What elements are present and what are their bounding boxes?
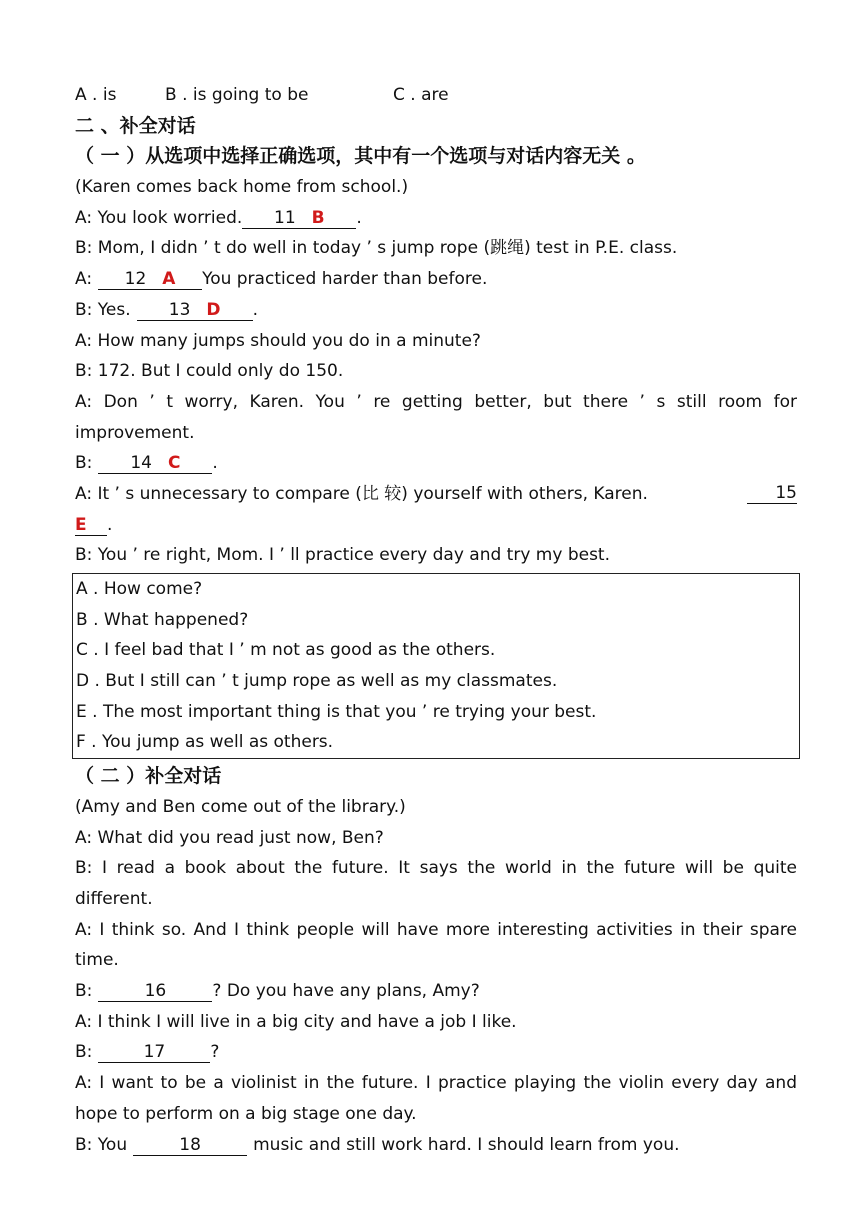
dialogue-line: B: I read a book about the future. It says the world in the future will be quite different. [75,858,797,909]
part-2-title: （ 二 ）补全对话 [75,765,222,788]
dialogue-line: B: Yes. 13 D . [75,299,259,320]
choices-box [72,573,800,759]
dialogue-line: A: It ’ s unnecessary to compare (比 较) yourself with others, Karen. 15 [75,482,797,504]
dialogue-line: A: I think so. And I think people will have more interesting activities in their spare time. [75,919,797,971]
answer-blank-13: 13 D [137,300,253,321]
answer-blank-11: 11 B [242,208,356,229]
option-a: A . is [75,85,117,105]
choice-item: D . But I still can ’ t jump rope as well as my classmates. [76,671,558,692]
dialogue-line: B: You ’ re right, Mom. I ’ ll practice every day and try my best. [75,545,611,566]
part-1-scene: (Karen comes back home from school.) [75,177,409,198]
answer-blank-16: 16 [98,981,212,1002]
choice-item: B . What happened? [76,609,249,630]
answer-blank-14: 14 C [98,453,212,474]
worksheet-page [75,80,797,1160]
answer-key: D [206,299,221,320]
dialogue-line: A: I want to be a violinist in the future. I practice playing the violin every day and hope to perform on a big stage one day. [75,1073,797,1124]
choice-item: C . I feel bad that I ’ m not as good as the others. [76,640,496,661]
dialogue-line: B: 16 ? Do you have any plans, Amy? [75,981,480,1002]
dialogue-line: B: 14 C . [75,453,218,474]
dialogue-line: A: Don ’ t worry, Karen. You ’ re getting better, but there ’ s still room for improvement. [75,391,797,443]
dialogue-line: A: What did you read just now, Ben? [75,827,384,848]
answer-key: E [75,514,87,535]
dialogue-line: A: You look worried. 11 B . [75,207,362,228]
choice-item: A . How come? [76,579,203,600]
dialogue-line: A: I think I will live in a big city and have a job I like. [75,1011,517,1032]
answer-blank-17: 17 [98,1042,210,1063]
choice-item: E . The most important thing is that you ’ re trying your best. [76,701,597,722]
dialogue-line: B: Mom, I didn ’ t do well in today ’ s jump rope (跳绳) test in P.E. class. [75,238,678,259]
answer-key: C [167,453,181,474]
answer-key: A [162,269,176,290]
dialogue-line: B: You 18 music and still work hard. I should learn from you. [75,1134,680,1155]
dialogue-line: B: 17 ? [75,1042,220,1063]
question-options [75,80,797,111]
dialogue-line: A: How many jumps should you do in a minute? [75,330,481,351]
choice-item: F . You jump as well as others. [76,732,334,753]
answer-blank-18: 18 [133,1135,247,1156]
option-c: C . are [393,85,449,105]
answer-blank-15: 15 [747,483,797,504]
answer-blank-12: 12 A [98,269,202,290]
part-1-instruction: （ 一 ）从选项中选择正确选项，其中有一个选项与对话内容无关 。 [75,145,646,168]
dialogue-line: B: 172. But I could only do 150. [75,361,344,382]
option-b: B . is going to be [165,85,309,105]
answer-key: B [311,207,325,228]
dialogue-line-continued: E . [75,514,113,535]
dialogue-line: A: 12 A You practiced harder than before. [75,269,488,290]
answer-blank-15-cont [75,515,107,536]
section-2-title: 二 、补全对话 [75,114,196,137]
part-2-scene: (Amy and Ben come out of the library.) [75,796,406,817]
